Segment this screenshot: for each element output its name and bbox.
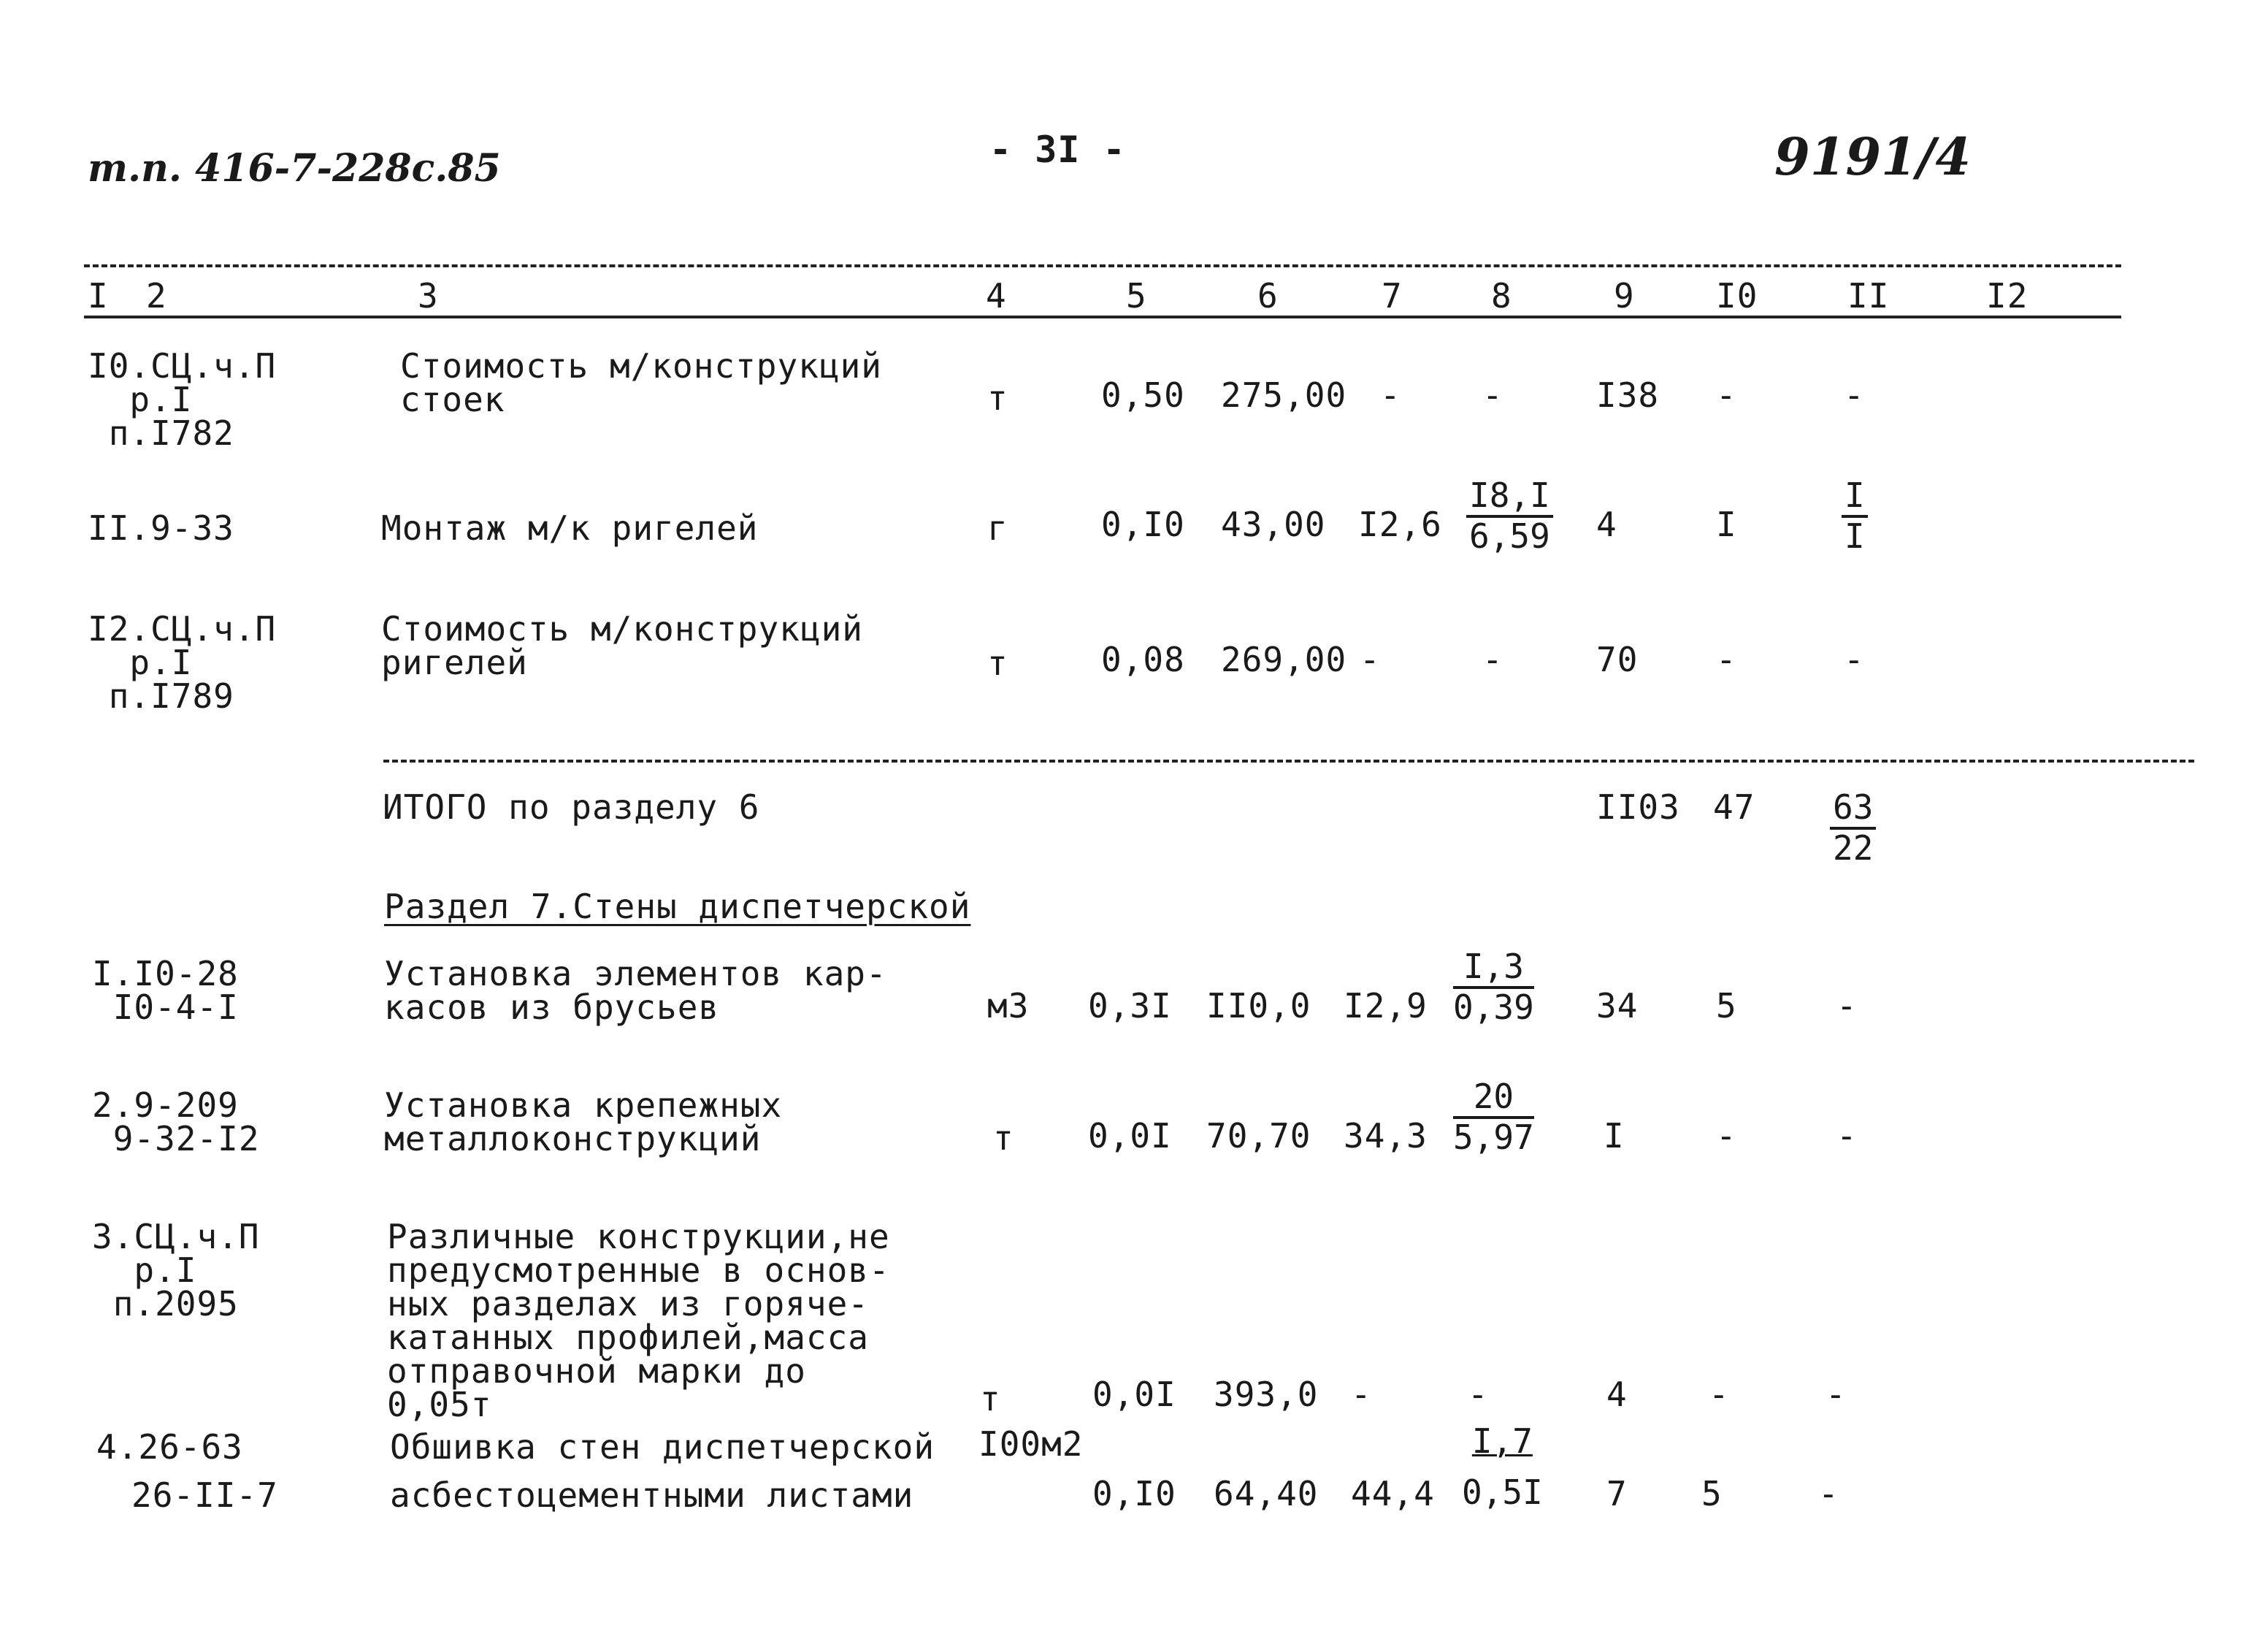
fraction-denominator: 0,5I: [1462, 1473, 1543, 1512]
fraction-numerator: I8,I: [1466, 478, 1553, 518]
row-unit: т: [993, 1118, 1014, 1158]
row-unit: т: [987, 378, 1008, 418]
column-header-7: 7: [1382, 276, 1403, 316]
fraction-denominator: 0,39: [1453, 988, 1534, 1027]
row-unit: м3: [987, 986, 1030, 1025]
fraction-numerator: I,7: [1471, 1421, 1533, 1461]
row-col9: 34: [1596, 986, 1639, 1025]
row-name: Стоимость м/конструкций стоек: [400, 346, 882, 419]
total-col10: 47: [1713, 787, 1755, 827]
row-name-continued: асбестоцементными листами: [390, 1475, 914, 1515]
row-quantity: 0,08: [1101, 640, 1185, 679]
row-quantity: 0,0I: [1092, 1375, 1176, 1414]
row-unit: т: [980, 1379, 1001, 1418]
row-name: Стоимость м/конструкций ригелей: [381, 609, 863, 682]
column-header-4: 4: [986, 276, 1007, 316]
row-quantity: 0,50: [1101, 375, 1185, 415]
row-code: I2.СЦ.ч.П р.I п.I789: [88, 609, 277, 716]
row-col8: -: [1482, 640, 1503, 679]
row-price: 393,0: [1214, 1375, 1319, 1414]
row-quantity: 0,0I: [1088, 1116, 1172, 1156]
column-header-8: 8: [1491, 276, 1512, 316]
row-col10: I: [1716, 505, 1737, 544]
row-col9: I: [1604, 1116, 1625, 1156]
fraction-denominator: I: [1844, 516, 1865, 556]
row-col7: -: [1360, 640, 1381, 679]
row-col8-fraction: [1453, 1077, 1534, 1157]
row-col10: 5: [1701, 1474, 1723, 1513]
row-col7: 44,4: [1351, 1474, 1435, 1513]
fraction-denominator: 5,97: [1453, 1118, 1534, 1157]
row-col8-fraction: [1453, 947, 1534, 1027]
row-col8: -: [1482, 375, 1503, 415]
column-header-3: 3: [418, 276, 439, 316]
row-col8-fraction: [1462, 1421, 1543, 1512]
row-code-secondary: 26-II-7: [131, 1475, 278, 1515]
row-col8: -: [1468, 1375, 1489, 1414]
row-quantity: 0,3I: [1088, 986, 1172, 1025]
row-col10: -: [1716, 1116, 1737, 1156]
fraction-numerator: I: [1842, 478, 1868, 518]
row-col7: 34,3: [1344, 1116, 1428, 1156]
row-name: Монтаж м/к ригелей: [381, 508, 759, 548]
fraction-numerator: I,3: [1453, 950, 1534, 989]
column-header-10: I0: [1716, 276, 1758, 316]
row-col11-fraction: [1842, 475, 1868, 556]
total-col9: II03: [1596, 787, 1680, 827]
page-number: - 3I -: [989, 129, 1126, 171]
row-quantity: 0,I0: [1092, 1474, 1176, 1513]
row-name: Установка элементов кар- касов из брусьев: [384, 954, 887, 1027]
row-col9: 4: [1596, 505, 1617, 544]
row-code: 3.СЦ.ч.П р.I п.2095: [92, 1217, 260, 1323]
row-unit: т: [987, 643, 1008, 683]
row-col9: 4: [1606, 1375, 1628, 1414]
row-col10: -: [1709, 1375, 1730, 1414]
row-col9: 70: [1596, 640, 1639, 679]
row-price: 64,40: [1214, 1474, 1319, 1513]
column-header-5: 5: [1126, 276, 1147, 316]
row-unit: I00м2: [978, 1424, 1084, 1464]
column-header-2: 2: [146, 276, 167, 316]
row-price: 43,00: [1221, 505, 1326, 544]
total-col11-fraction: [1830, 787, 1876, 868]
row-col8-fraction: [1466, 475, 1553, 556]
fraction-numerator: 63: [1830, 790, 1876, 830]
row-col7: -: [1351, 1375, 1372, 1414]
sheet-code: 9191/4: [1774, 126, 1972, 187]
column-header-1: I: [88, 276, 109, 316]
row-col11: -: [1836, 1116, 1858, 1156]
row-col7: -: [1380, 375, 1401, 415]
row-quantity: 0,I0: [1101, 505, 1185, 544]
row-unit: г: [987, 508, 1008, 548]
row-name: Обшивка стен диспетчерской: [390, 1427, 935, 1467]
column-header-9: 9: [1614, 276, 1635, 316]
fraction-numerator: 20: [1453, 1080, 1534, 1119]
row-col10: 5: [1716, 986, 1737, 1025]
row-code: I.I0-28 I0-4-I: [92, 954, 239, 1027]
total-label: ИТОГО по разделу 6: [383, 787, 760, 827]
row-col10: -: [1716, 375, 1737, 415]
row-col7: I2,9: [1344, 986, 1428, 1025]
row-price: 275,00: [1221, 375, 1347, 415]
row-name: Установка крепежных металлоконструкций: [384, 1085, 783, 1158]
header-bottom-rule: [84, 316, 2121, 318]
row-col11: -: [1844, 640, 1865, 679]
column-header-12: I2: [1986, 276, 2028, 316]
row-code: 2.9-209 9-32-I2: [92, 1085, 260, 1158]
row-col11: -: [1818, 1474, 1839, 1513]
row-col9: I38: [1596, 375, 1660, 415]
section-title: Раздел 7.Стены диспетчерской: [384, 887, 971, 926]
row-col11: -: [1844, 375, 1865, 415]
row-price: 269,00: [1221, 640, 1347, 679]
fraction-denominator: 6,59: [1469, 516, 1550, 556]
row-code: 4.26-63: [96, 1427, 243, 1467]
row-col11: -: [1825, 1375, 1847, 1414]
column-header-11: II: [1847, 276, 1890, 316]
fraction-denominator: 22: [1833, 828, 1874, 868]
header-top-rule: [84, 264, 2121, 267]
row-col11: -: [1836, 986, 1858, 1025]
document-code: т.п. 416-7-228с.85: [88, 146, 501, 191]
row-code: I0.СЦ.ч.П р.I п.I782: [88, 346, 277, 453]
column-header-6: 6: [1257, 276, 1279, 316]
row-code: II.9-33: [88, 508, 234, 548]
row-price: II0,0: [1206, 986, 1311, 1025]
row-col7: I2,6: [1358, 505, 1442, 544]
total-divider: [383, 760, 2194, 763]
row-col9: 7: [1606, 1474, 1628, 1513]
row-price: 70,70: [1206, 1116, 1311, 1156]
row-name: Различные конструкции,не предусмотренные в основ- ных разделах из горяче- катанных профилей,масса отправочной марки до 0,05т: [387, 1217, 890, 1424]
row-col10: -: [1716, 640, 1737, 679]
